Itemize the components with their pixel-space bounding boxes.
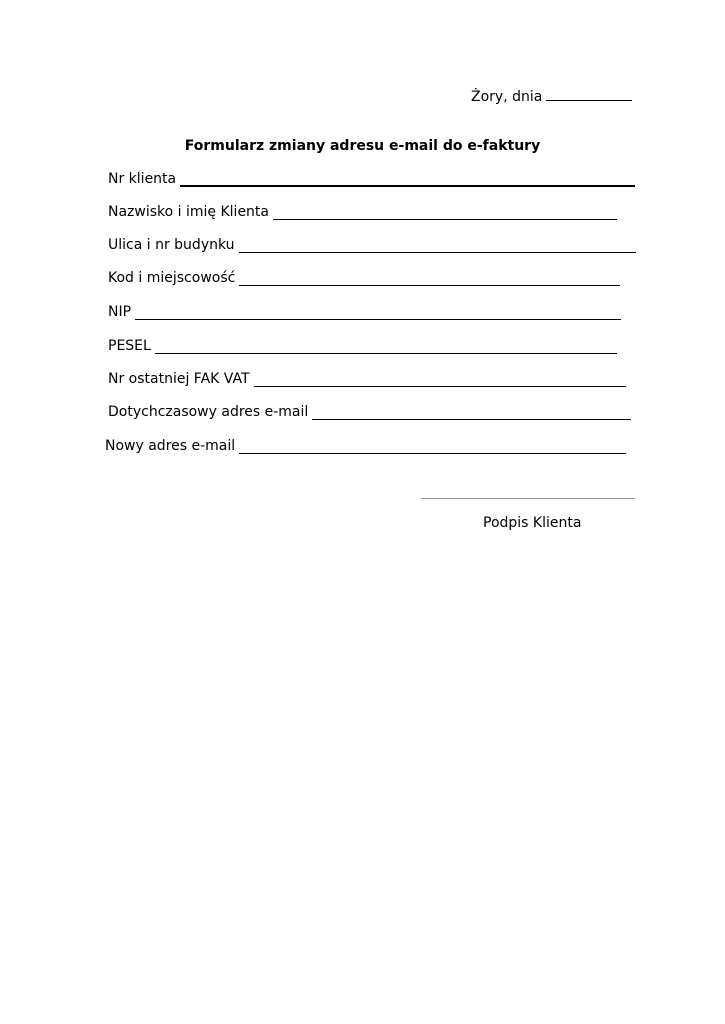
field-blank[interactable] — [239, 271, 620, 286]
field-label: Dotychczasowy adres e-mail — [108, 404, 309, 420]
field-dotychczasowy-email — [108, 404, 631, 420]
field-label: Nowy adres e-mail — [105, 438, 236, 454]
field-nazwisko-imie — [108, 204, 617, 220]
field-label: Nazwisko i imię Klienta — [108, 204, 269, 220]
field-blank[interactable] — [273, 205, 617, 220]
field-blank[interactable] — [312, 405, 631, 420]
field-blank[interactable] — [180, 171, 635, 187]
date-blank[interactable] — [546, 86, 632, 101]
field-nr-klienta — [108, 171, 635, 187]
field-ulica — [108, 237, 636, 253]
field-blank[interactable] — [254, 372, 626, 387]
field-blank[interactable] — [135, 305, 621, 320]
field-blank[interactable] — [239, 439, 626, 454]
field-label: Kod i miejscowość — [108, 270, 236, 286]
place-date — [471, 86, 632, 105]
form-title: Formularz zmiany adresu e-mail do e-faktury — [184, 138, 541, 154]
place-date-label: Żory, dnia — [471, 89, 543, 105]
field-label: Nr ostatniej FAK VAT — [108, 371, 250, 387]
signature-label: Podpis Klienta — [483, 515, 582, 531]
field-nip — [108, 304, 621, 320]
field-label: NIP — [108, 304, 132, 320]
field-nowy-email — [105, 438, 626, 454]
field-label: Nr klienta — [108, 171, 177, 187]
field-kod-miejscowosc — [108, 270, 620, 286]
field-nr-fak-vat — [108, 371, 626, 387]
field-label: Ulica i nr budynku — [108, 237, 235, 253]
signature-line[interactable] — [421, 498, 635, 499]
field-label: PESEL — [108, 338, 151, 354]
field-pesel — [108, 338, 617, 354]
field-blank[interactable] — [239, 238, 636, 253]
field-blank[interactable] — [155, 339, 617, 354]
